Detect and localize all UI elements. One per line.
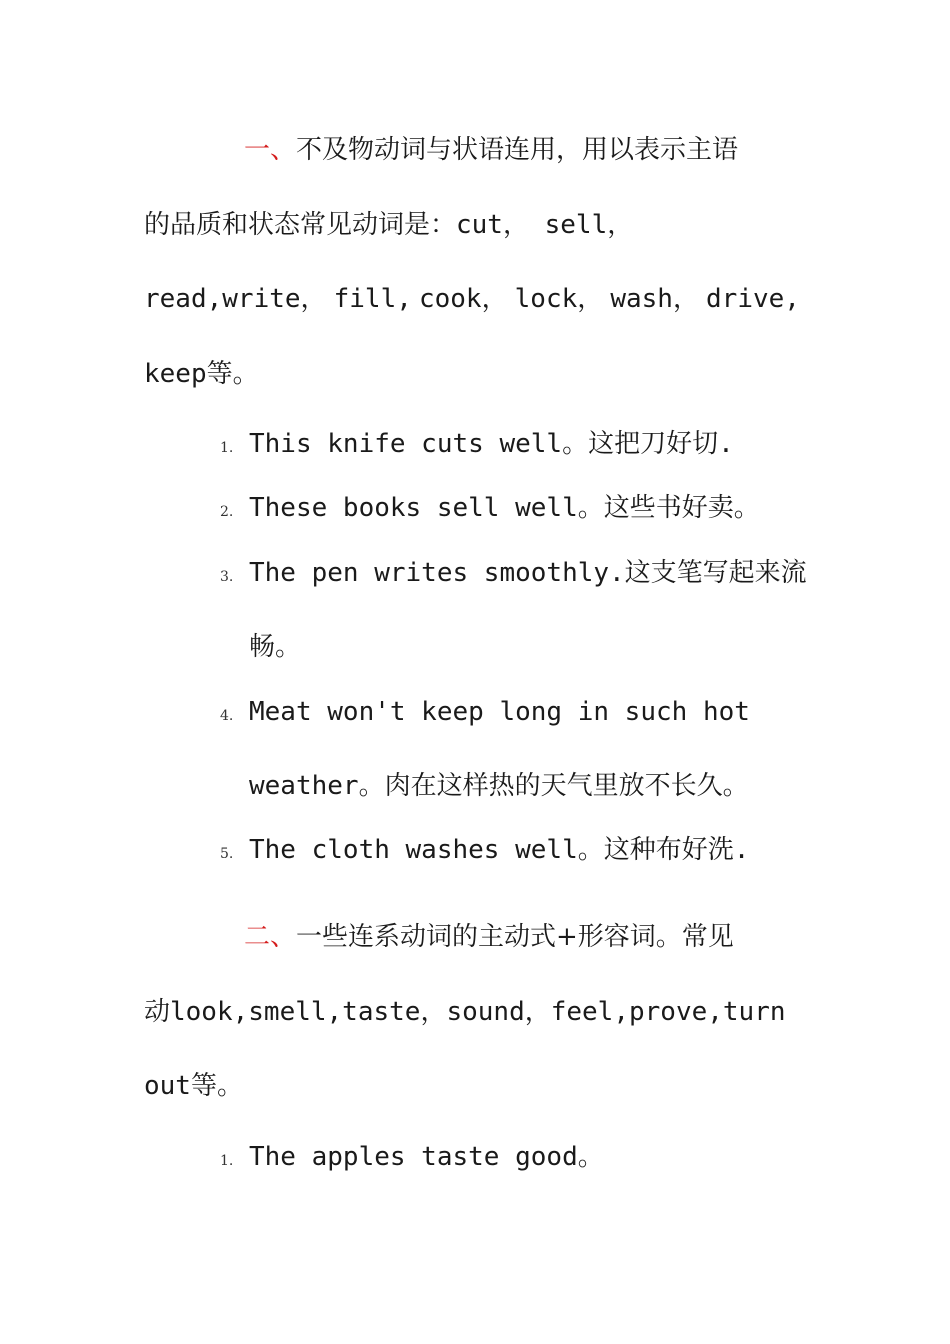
list-item: The apples taste good。 [249,1142,604,1172]
verb-word: fill, [333,284,412,314]
list-item-number: 1. [220,1153,234,1169]
list-item: The cloth washes well。这种布好洗. [249,835,750,865]
list-item-number: 3. [220,569,234,585]
section-2-heading-line-1 [244,920,734,954]
verb-word: read,write， [144,284,327,314]
verb-word: wash， [610,284,699,314]
list-item-continuation: weather。肉在这样热的天气里放不长久。 [249,771,749,801]
list-item: This knife cuts well。这把刀好切. [249,429,734,459]
list-item: Meat won't keep long in such hot [249,697,750,727]
section-2-heading-line-2: 动look,smell,taste，sound，feel,prove,turn [144,997,786,1027]
list-item: The pen writes smoothly.这支笔写起来流 [249,558,807,588]
section-1-marker: 一、 [244,135,297,165]
section-1-heading-text: 不及物动词与状语连用，用以表示主语 [296,135,739,165]
verb-word: drive, [706,284,800,314]
section-1-heading-line-2: 的品质和状态常见动词是：cut， sell， [144,210,634,240]
section-2-marker: 二、 [244,922,297,952]
section-1-heading-line-4: keep等。 [144,359,259,389]
list-item-number: 4. [220,708,234,724]
section-2-heading-text: 一些连系动词的主动式+形容词。常见 [296,922,734,952]
section-1-heading-line-1 [244,133,738,167]
list-item-number: 2. [220,504,234,520]
list-item: These books sell well。这些书好卖。 [249,493,760,523]
list-item-number: 5. [220,846,234,862]
section-2-heading-line-3: out等。 [144,1071,243,1101]
verb-word: cook， [418,284,508,314]
section-1-heading-line-3 [144,282,800,316]
list-item-number: 1. [220,440,234,456]
list-item-continuation: 畅。 [249,632,302,662]
verb-word: lock， [514,284,604,314]
